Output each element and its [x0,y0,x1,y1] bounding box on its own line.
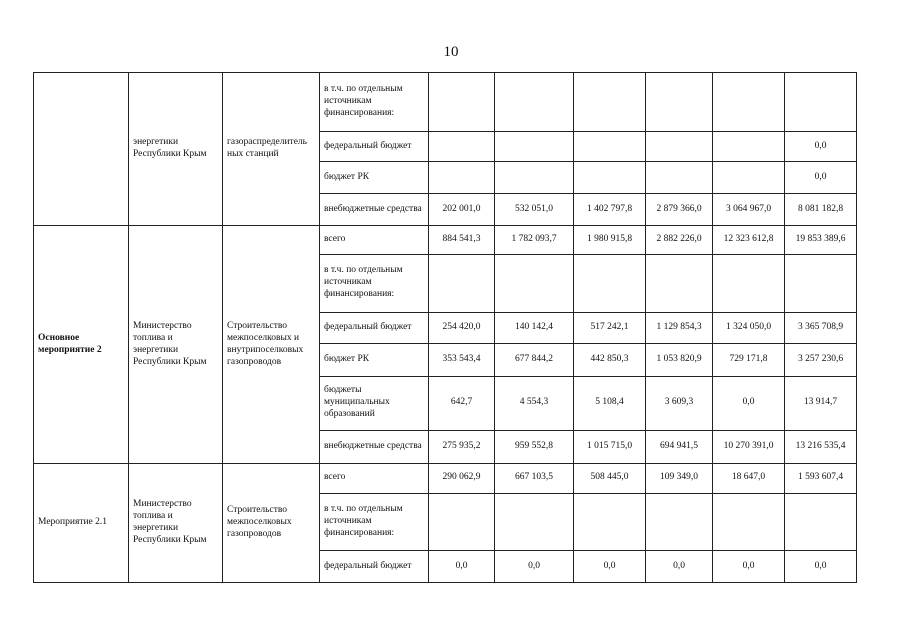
funding-source-cell: в т.ч. по отдельным источникам финансирования: [320,493,429,551]
amount-cell [713,162,785,193]
amount-cell [495,73,574,132]
budget-table [33,72,857,583]
amount-cell: 642,7 [429,376,495,430]
amount-cell: 677 844,2 [495,344,574,377]
amount-cell: 0,0 [785,131,857,161]
direction-cell: Строительство межпоселковых и внутрипоселковых газопроводов [223,226,320,464]
amount-cell: 3 064 967,0 [713,193,785,226]
amount-cell [574,131,646,161]
executor-cell: энергетики Республики Крым [129,73,223,226]
amount-cell: 290 062,9 [429,464,495,493]
funding-source-cell: федеральный бюджет [320,312,429,343]
amount-cell [574,493,646,551]
funding-source-cell: внебюджетные средства [320,193,429,226]
amount-cell: 140 142,4 [495,312,574,343]
funding-source-cell: федеральный бюджет [320,131,429,161]
funding-source-cell: всего [320,226,429,254]
amount-cell: 0,0 [785,551,857,583]
amount-cell [429,73,495,132]
funding-source-cell: бюджет РК [320,344,429,377]
amount-cell: 0,0 [785,162,857,193]
amount-cell [574,254,646,312]
amount-cell: 0,0 [646,551,713,583]
amount-cell [574,73,646,132]
amount-cell: 8 081 182,8 [785,193,857,226]
table-row [34,226,857,254]
amount-cell [495,131,574,161]
amount-cell: 275 935,2 [429,430,495,464]
amount-cell: 3 257 230,6 [785,344,857,377]
amount-cell: 1 015 715,0 [574,430,646,464]
amount-cell [646,254,713,312]
amount-cell: 1 593 607,4 [785,464,857,493]
amount-cell: 12 323 612,8 [713,226,785,254]
funding-source-cell: внебюджетные средства [320,430,429,464]
funding-source-cell: всего [320,464,429,493]
amount-cell: 0,0 [495,551,574,583]
amount-cell [785,73,857,132]
amount-cell: 254 420,0 [429,312,495,343]
amount-cell [429,131,495,161]
executor-cell: Министерство топлива и энергетики Республики Крым [129,464,223,583]
amount-cell: 1 053 820,9 [646,344,713,377]
amount-cell [785,254,857,312]
amount-cell: 13 914,7 [785,376,857,430]
amount-cell: 13 216 535,4 [785,430,857,464]
amount-cell: 532 051,0 [495,193,574,226]
amount-cell: 1 324 050,0 [713,312,785,343]
amount-cell: 19 853 389,6 [785,226,857,254]
amount-cell: 1 782 093,7 [495,226,574,254]
amount-cell: 0,0 [713,376,785,430]
table-row [34,464,857,493]
amount-cell: 729 171,8 [713,344,785,377]
event-name-cell: Мероприятие 2.1 [34,464,129,583]
amount-cell: 10 270 391,0 [713,430,785,464]
amount-cell: 694 941,5 [646,430,713,464]
amount-cell [713,131,785,161]
amount-cell: 508 445,0 [574,464,646,493]
amount-cell: 5 108,4 [574,376,646,430]
amount-cell: 517 242,1 [574,312,646,343]
amount-cell [646,493,713,551]
page-number: 10 [443,44,459,60]
amount-cell [646,162,713,193]
amount-cell [785,493,857,551]
amount-cell [429,493,495,551]
amount-cell [495,254,574,312]
amount-cell [429,162,495,193]
amount-cell [429,254,495,312]
direction-cell: газораспределитель ных станций [223,73,320,226]
amount-cell [495,493,574,551]
amount-cell: 0,0 [429,551,495,583]
amount-cell: 353 543,4 [429,344,495,377]
amount-cell [713,73,785,132]
event-name-cell: Основное мероприятие 2 [34,226,129,464]
amount-cell: 1 980 915,8 [574,226,646,254]
funding-source-cell: федеральный бюджет [320,551,429,583]
amount-cell: 0,0 [574,551,646,583]
funding-source-cell: в т.ч. по отдельным источникам финансирования: [320,254,429,312]
amount-cell: 884 541,3 [429,226,495,254]
amount-cell: 109 349,0 [646,464,713,493]
funding-source-cell: в т.ч. по отдельным источникам финансирования: [320,73,429,132]
amount-cell: 1 129 854,3 [646,312,713,343]
amount-cell: 442 850,3 [574,344,646,377]
amount-cell: 3 365 708,9 [785,312,857,343]
amount-cell: 4 554,3 [495,376,574,430]
amount-cell [495,162,574,193]
amount-cell: 18 647,0 [713,464,785,493]
direction-cell: Строительство межпоселковых газопроводов [223,464,320,583]
funding-source-cell: бюджеты муниципальных образований [320,376,429,430]
event-name-cell [34,73,129,226]
funding-source-cell: бюджет РК [320,162,429,193]
amount-cell: 959 552,8 [495,430,574,464]
amount-cell: 1 402 797,8 [574,193,646,226]
amount-cell [713,493,785,551]
amount-cell [713,254,785,312]
amount-cell [574,162,646,193]
amount-cell: 2 879 366,0 [646,193,713,226]
amount-cell: 202 001,0 [429,193,495,226]
amount-cell: 3 609,3 [646,376,713,430]
executor-cell: Министерство топлива и энергетики Республики Крым [129,226,223,464]
amount-cell [646,73,713,132]
amount-cell: 2 882 226,0 [646,226,713,254]
amount-cell: 667 103,5 [495,464,574,493]
amount-cell [646,131,713,161]
amount-cell: 0,0 [713,551,785,583]
table-row [34,73,857,132]
